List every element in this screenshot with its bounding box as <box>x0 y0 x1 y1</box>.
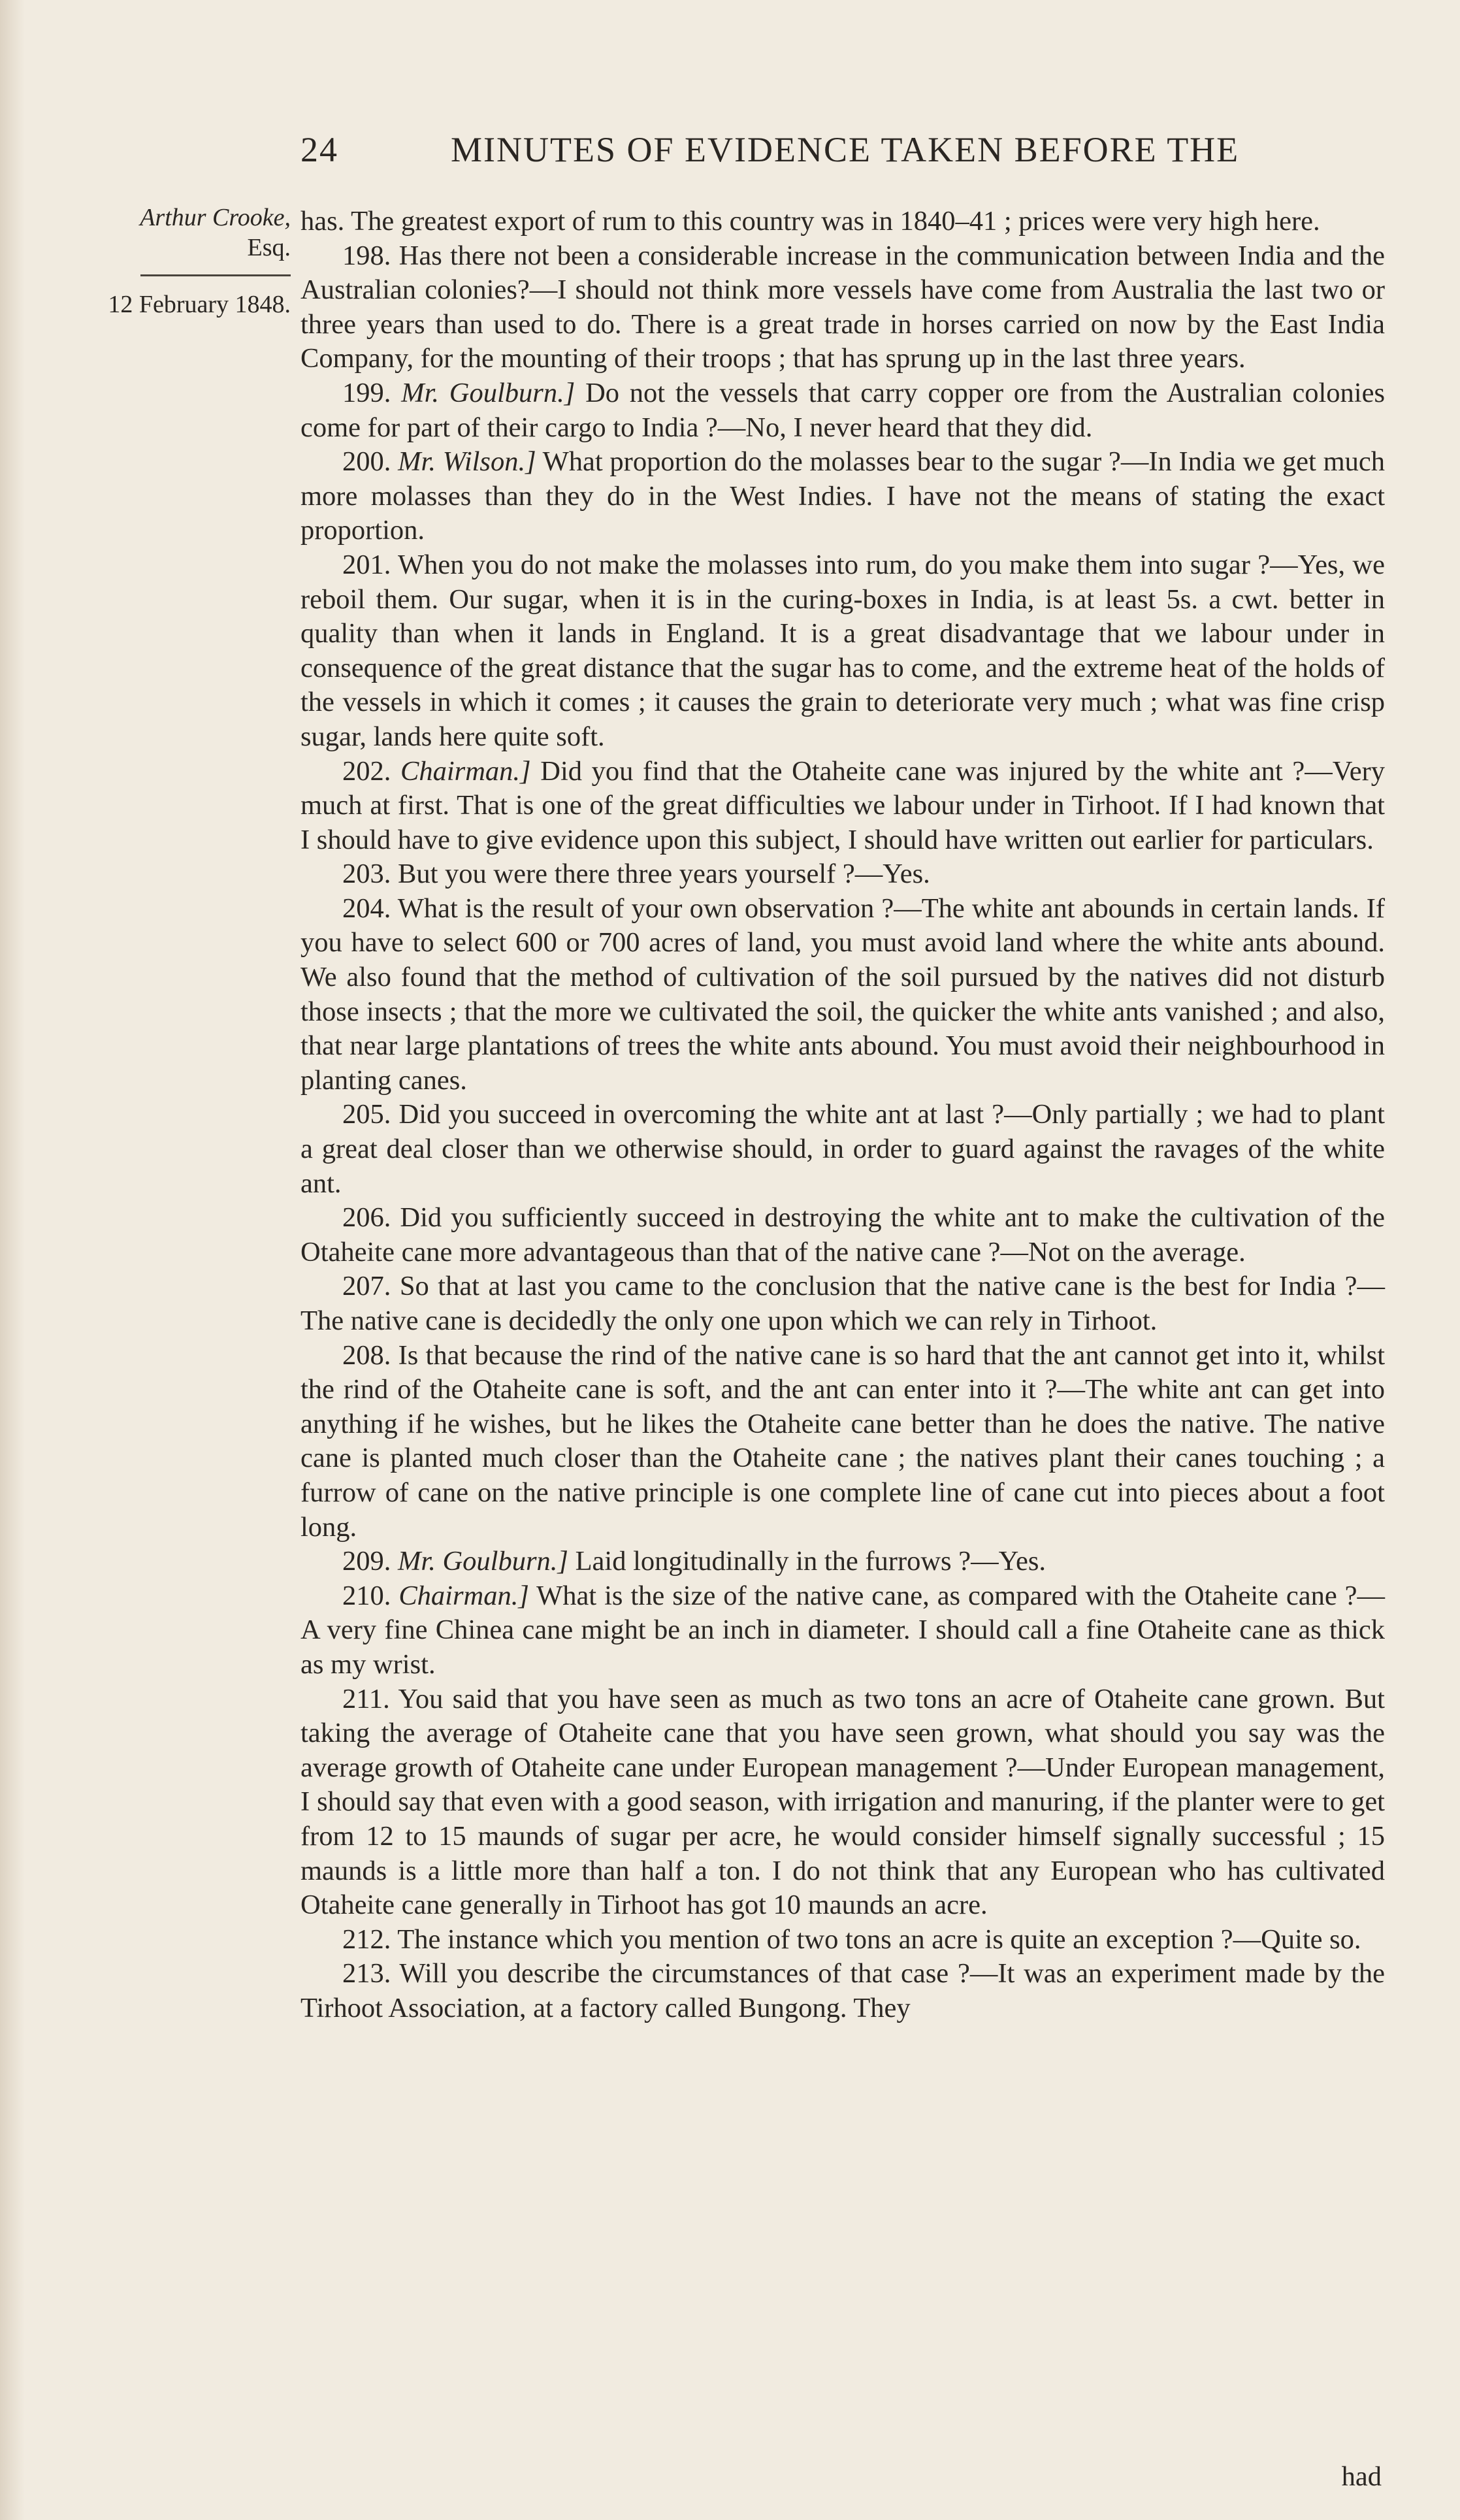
question-number: 200. <box>342 446 391 478</box>
question-number: 202. <box>342 755 391 787</box>
question-number: 212. <box>342 1923 391 1955</box>
margin-note <box>26 203 291 319</box>
witness-name: Arthur Crooke, <box>140 204 291 231</box>
question-number: 207. <box>342 1271 391 1302</box>
question-number: 204. <box>342 892 391 924</box>
speaker: Mr. Goulburn.] <box>398 1546 568 1577</box>
question-number: 211. <box>342 1683 390 1714</box>
paragraph-text: Do not the vessels that carry copper ore from the Australian colonies come for part of their cargo to India ?—No, I never heard that they did. <box>300 377 1386 443</box>
paragraph-text: What is the size of the native cane, as compared with the Otaheite cane ?—A very fine Chinea cane might be an inch in diameter. I should call a fine Otaheite cane as thick as my wrist. <box>300 1580 1385 1680</box>
question-number: 205. <box>342 1099 391 1130</box>
paragraph-text: Did you sufficiently succeed in destroying the white ant to make the cultivation of the Otaheite cane more advantageous than that of the native cane ?—Not on the average. <box>300 1202 1385 1268</box>
paragraph <box>300 1545 1385 1579</box>
question-number: 206. <box>342 1202 391 1234</box>
margin-rule <box>140 274 291 276</box>
running-title: MINUTES OF EVIDENCE TAKEN BEFORE THE <box>451 130 1240 169</box>
paragraph <box>300 548 1385 755</box>
running-header <box>300 129 1385 170</box>
paragraph <box>300 857 1385 892</box>
paragraph <box>300 1098 1385 1201</box>
paragraph-text: What proportion do the molasses bear to the sugar ?—In India we get much more molasses than they do in the West Indies. I have not the means of stating the exact proportion. <box>300 446 1386 546</box>
question-number: 208. <box>342 1339 391 1371</box>
speaker: Chairman.] <box>398 1580 529 1611</box>
speaker: Mr. Goulburn.] <box>401 377 576 408</box>
question-number: 203. <box>342 859 391 890</box>
paragraph-text: Is that because the rind of the native cane is so hard that the ant cannot get into it, whilst the rind of the Otaheite cane is soft, and the ant can enter into it ?—The white ant can get into anything if he wishes, but he likes the Otaheite cane better than he does the native. The native cane is planted much closer than the Otaheite cane ; the natives plant their canes touching ; a furrow of cane on the native principle is one complete line of cane cut into pieces about a foot long. <box>300 1339 1386 1543</box>
question-number: 209. <box>342 1546 391 1577</box>
paragraph <box>300 755 1385 858</box>
paragraph-text: Laid longitudinally in the furrows ?—Yes. <box>575 1546 1046 1577</box>
page-number: 24 <box>300 130 338 169</box>
paragraph <box>300 1579 1385 1682</box>
question-number: 198. <box>342 240 391 271</box>
paragraph-text: Did you succeed in overcoming the white ant at last ?—Only partially ; we had to plant a great deal closer than we otherwise should, in order to guard against the ravages of the white ant. <box>300 1099 1385 1199</box>
question-number: 210. <box>342 1580 391 1611</box>
speaker: Mr. Wilson.] <box>398 446 536 478</box>
paragraph-text: When you do not make the molasses into rum, do you make them into sugar ?—Yes, we reboil them. Our sugar, when it is in the curing-boxes in India, is at least 5s. a cwt. better in quality than when it lands in England. It is a great disadvantage that we labour under in consequence of the great distance that the sugar has to come, and the extreme heat of the holds of the vessels in which it comes ; it causes the grain to deteriorate very much ; what was fine crisp sugar, lands here quite soft. <box>300 549 1386 752</box>
paragraph <box>300 445 1385 548</box>
paragraph <box>300 1201 1385 1269</box>
paragraph-text: So that at last you came to the conclusion that the native cane is the best for India ?—The native cane is decidedly the only one upon which we can rely in Tirhoot. <box>300 1271 1385 1336</box>
question-number: 199. <box>342 377 391 408</box>
catchword: had <box>1341 2461 1382 2492</box>
paragraph <box>300 239 1385 376</box>
paragraph-text: The instance which you mention of two tons an acre is quite an exception ?—Quite so. <box>397 1923 1361 1955</box>
paragraph-text: Will you describe the circumstances of that case ?—It was an experiment made by the Tirhoot Association, at a factory called Bungong. They <box>300 1958 1385 2023</box>
paragraph <box>300 1923 1385 1957</box>
paragraph-text: But you were there three years yourself ?—Yes. <box>398 859 930 890</box>
question-number: 213. <box>342 1958 391 1989</box>
paragraph <box>300 376 1385 445</box>
page-edge-shadow <box>0 0 25 2520</box>
paragraph-text: has. The greatest export of rum to this country was in 1840–41 ; prices were very high here. <box>300 206 1320 237</box>
paragraph-text: You said that you have seen as much as two tons an acre of Otaheite cane grown. But taking the average of Otaheite cane that you have seen grown, what should you say was the average growth of Otaheite cane under European management ?—Under European management, I should say that even with a good season, with irrigation and manuring, if the planter were to get from 12 to 15 maunds of sugar per acre, he would consider himself signally successful ; 15 maunds is a little more than half a ton. I do not think that any European who has cultivated Otaheite cane generally in Tirhoot has got 10 maunds an acre. <box>300 1683 1385 1921</box>
evidence-body <box>300 205 1385 2025</box>
paragraph <box>300 1682 1385 1923</box>
evidence-date: 12 February 1848. <box>108 291 291 318</box>
witness-title: Esq. <box>247 234 291 261</box>
paragraph-text: What is the result of your own observation ?—The white ant abounds in certain lands. If you have to select 600 or 700 acres of land, you must avoid land where the white ants abound. We also found that the method of cultivation of the soil pursued by the natives did not disturb those insects ; that the more we cultivated the soil, the quicker the white ants vanished ; and also, that near large plantations of trees the white ants abound. You must avoid their neighbourhood in planting canes. <box>300 892 1386 1096</box>
speaker: Chairman.] <box>400 755 531 787</box>
paragraph <box>300 205 1385 239</box>
paragraph <box>300 1957 1385 2025</box>
question-number: 201. <box>342 549 391 580</box>
paragraph-text: Did you find that the Otaheite cane was injured by the white ant ?—Very much at first. That is one of the great difficulties we labour under in Tirhoot. If I had known that I should have to give evidence upon this subject, I should have written out earlier for particulars. <box>300 755 1386 855</box>
paragraph <box>300 1339 1385 1545</box>
paragraph <box>300 892 1385 1098</box>
paragraph <box>300 1269 1385 1338</box>
paragraph-text: Has there not been a considerable increase in the communication between India and the Australian colonies?—I should not think more vessels have come from Australia the last two or three years than used to do. There is a great trade in horses carried on now by the East India Company, for the mounting of their troops ; that has sprung up in the last three years. <box>300 240 1385 374</box>
